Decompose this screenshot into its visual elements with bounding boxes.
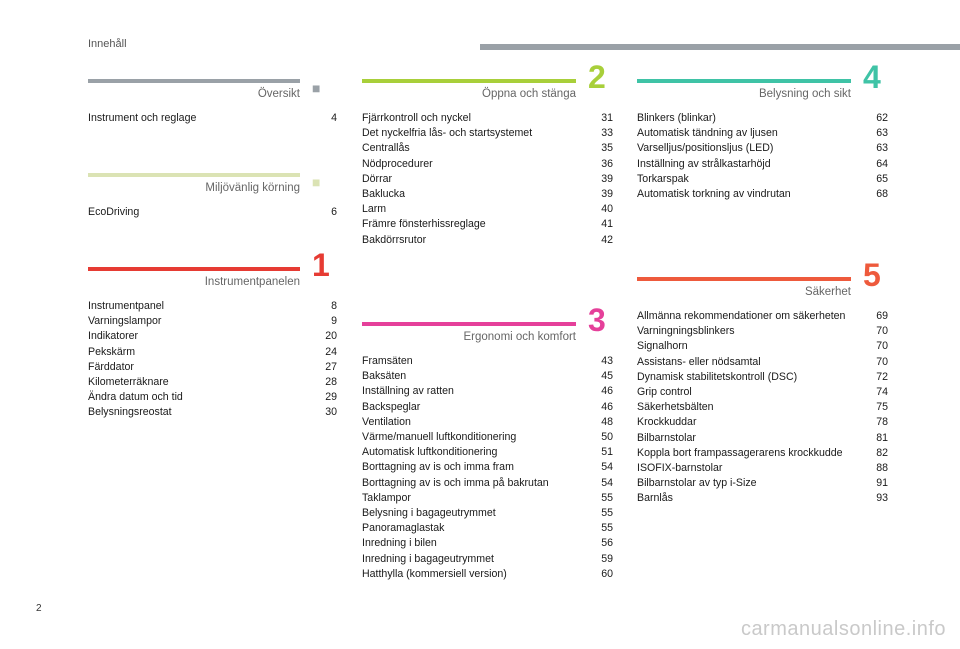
toc-entry[interactable] bbox=[88, 345, 337, 360]
toc-entry-page: 33 bbox=[601, 127, 613, 140]
toc-entry-page: 56 bbox=[601, 537, 613, 550]
toc-entry-page: 78 bbox=[876, 416, 888, 429]
toc-entry-page: 74 bbox=[876, 386, 888, 399]
toc-entry[interactable] bbox=[362, 141, 613, 156]
toc-entry-label: Borttagning av is och imma på bakrutan bbox=[362, 476, 549, 489]
toc-entry-page: 69 bbox=[876, 310, 888, 322]
toc-entry-label: Säkerhetsbälten bbox=[637, 401, 714, 414]
toc-entry[interactable] bbox=[637, 339, 888, 354]
toc-entry-label: Kilometerräknare bbox=[88, 376, 169, 389]
toc-entry-page: 39 bbox=[601, 188, 613, 201]
toc-entry[interactable] bbox=[362, 384, 613, 399]
toc-entry[interactable] bbox=[637, 446, 888, 461]
section-marker: 3 bbox=[588, 302, 606, 338]
section-marker: 5 bbox=[863, 257, 881, 293]
toc-entry[interactable] bbox=[362, 476, 613, 491]
toc-entry[interactable] bbox=[362, 172, 613, 187]
section-belysning bbox=[637, 59, 888, 202]
toc-entry-page: 45 bbox=[601, 370, 613, 383]
toc-entry-page: 43 bbox=[601, 355, 613, 367]
toc-list bbox=[88, 299, 337, 421]
toc-entry-label: Allmänna rekommendationer om säkerheten bbox=[637, 310, 846, 322]
toc-entry-label: Belysningsreostat bbox=[88, 406, 172, 419]
toc-entry-page: 55 bbox=[601, 491, 613, 504]
toc-entry-label: Signalhorn bbox=[637, 340, 688, 353]
toc-entry[interactable] bbox=[362, 491, 613, 506]
toc-entry-label: Automatisk torkning av vindrutan bbox=[637, 188, 791, 201]
toc-entry-label: Barnlås bbox=[637, 492, 673, 505]
toc-entry-page: 72 bbox=[876, 370, 888, 383]
toc-entry-page: 60 bbox=[601, 567, 613, 580]
toc-entry-label: Fjärrkontroll och nyckel bbox=[362, 112, 471, 124]
toc-entry-label: Grip control bbox=[637, 386, 692, 399]
section-instrumentpanelen bbox=[88, 247, 337, 421]
toc-entry-page: 55 bbox=[601, 507, 613, 520]
toc-entry-page: 70 bbox=[876, 325, 888, 338]
toc-entry-label: Värme/manuell luftkonditionering bbox=[362, 431, 517, 444]
toc-entry[interactable] bbox=[362, 567, 613, 582]
section-marker: 1 bbox=[312, 247, 330, 283]
page-number: 2 bbox=[36, 603, 42, 614]
toc-entry-label: Inställning av strålkastarhöjd bbox=[637, 157, 771, 170]
toc-entry[interactable] bbox=[362, 111, 613, 126]
toc-entry-label: Automatisk luftkonditionering bbox=[362, 446, 498, 459]
toc-entry-label: Det nyckelfria lås- och startsystemet bbox=[362, 127, 533, 140]
toc-entry-page: 46 bbox=[601, 400, 613, 413]
toc-entry-page: 42 bbox=[601, 233, 613, 246]
toc-entry-label: Varningningsblinkers bbox=[637, 325, 735, 338]
toc-entry-label: Bilbarnstolar bbox=[637, 431, 696, 444]
toc-entry[interactable] bbox=[362, 369, 613, 384]
toc-entry-page: 55 bbox=[601, 522, 613, 535]
toc-entry[interactable] bbox=[637, 187, 888, 202]
toc-entry[interactable] bbox=[362, 354, 613, 369]
toc-entry-page: 62 bbox=[876, 112, 888, 124]
toc-entry-label: Varningslampor bbox=[88, 315, 162, 328]
toc-entry-page: 36 bbox=[601, 157, 613, 170]
toc-entry-page: 8 bbox=[331, 300, 337, 312]
toc-entry-label: Hatthylla (kommersiell version) bbox=[362, 567, 507, 580]
section-ergonomi bbox=[362, 302, 613, 582]
toc-entry-page: 20 bbox=[325, 330, 337, 343]
toc-entry[interactable] bbox=[88, 405, 337, 420]
toc-entry-label: Centrallås bbox=[362, 142, 410, 155]
toc-entry-label: Färddator bbox=[88, 360, 134, 373]
toc-entry[interactable] bbox=[88, 205, 337, 220]
toc-entry[interactable] bbox=[362, 521, 613, 536]
toc-entry-page: 29 bbox=[325, 391, 337, 404]
toc-entry[interactable] bbox=[637, 309, 888, 324]
toc-entry[interactable] bbox=[362, 400, 613, 415]
toc-entry-label: Blinkers (blinkar) bbox=[637, 112, 716, 124]
toc-entry-page: 39 bbox=[601, 172, 613, 185]
toc-entry-label: Framsäten bbox=[362, 355, 413, 367]
toc-entry-page: 41 bbox=[601, 218, 613, 231]
toc-entry[interactable] bbox=[637, 400, 888, 415]
toc-entry-page: 30 bbox=[325, 406, 337, 419]
toc-entry[interactable] bbox=[88, 329, 337, 344]
toc-entry-page: 63 bbox=[876, 142, 888, 155]
toc-entry-label: Koppla bort frampassagerarens krockkudde bbox=[637, 446, 843, 459]
toc-entry[interactable] bbox=[637, 491, 888, 506]
toc-entry-page: 54 bbox=[601, 461, 613, 474]
toc-entry-page: 75 bbox=[876, 401, 888, 414]
toc-entry[interactable] bbox=[362, 460, 613, 475]
toc-entry[interactable] bbox=[637, 370, 888, 385]
section-marker: 2 bbox=[588, 59, 606, 95]
toc-entry[interactable] bbox=[637, 415, 888, 430]
toc-entry-label: Pekskärm bbox=[88, 345, 136, 358]
toc-entry-page: 35 bbox=[601, 142, 613, 155]
toc-entry[interactable] bbox=[637, 157, 888, 172]
toc-entry-label: Instrumentpanel bbox=[88, 300, 164, 312]
toc-entry-label: Automatisk tändning av ljusen bbox=[637, 127, 778, 140]
toc-entry-page: 40 bbox=[601, 203, 613, 216]
toc-entry-label: Belysning i bagageutrymmet bbox=[362, 507, 496, 520]
toc-entry-page: 70 bbox=[876, 355, 888, 368]
section-title: Instrumentpanelen bbox=[204, 276, 300, 288]
toc-entry-page: 81 bbox=[876, 431, 888, 444]
toc-entry[interactable] bbox=[362, 202, 613, 217]
toc-entry-label: Dörrar bbox=[362, 172, 393, 185]
watermark: carmanualsonline.info bbox=[740, 618, 946, 640]
section-title: Miljövänlig körning bbox=[205, 182, 300, 194]
toc-list bbox=[637, 111, 888, 202]
toc-entry-label: Inredning i bagageutrymmet bbox=[362, 552, 494, 565]
toc-entry-page: 48 bbox=[601, 415, 613, 428]
toc-entry[interactable] bbox=[362, 552, 613, 567]
toc-entry[interactable] bbox=[637, 324, 888, 339]
toc-entry-page: 70 bbox=[876, 340, 888, 353]
toc-entry-label: Bilbarnstolar av typ i-Size bbox=[637, 477, 757, 490]
toc-entry[interactable] bbox=[88, 360, 337, 375]
toc-entry-label: Ventilation bbox=[362, 415, 411, 428]
toc-entry-page: 88 bbox=[876, 462, 888, 475]
toc-entry-page: 6 bbox=[331, 206, 337, 218]
toc-entry[interactable] bbox=[637, 431, 888, 446]
toc-entry-label: Varselljus/positionsljus (LED) bbox=[637, 142, 774, 155]
toc-entry-label: Panoramaglastak bbox=[362, 522, 445, 535]
toc-entry-label: Indikatorer bbox=[88, 330, 139, 343]
toc-entry-page: 31 bbox=[601, 112, 613, 124]
toc-entry[interactable] bbox=[637, 172, 888, 187]
toc-list bbox=[637, 309, 888, 507]
section-title: Säkerhet bbox=[804, 286, 851, 298]
toc-entry[interactable] bbox=[88, 111, 337, 126]
toc-entry-label: Ändra datum och tid bbox=[88, 391, 183, 404]
toc-entry-page: 24 bbox=[325, 345, 337, 358]
toc-entry[interactable] bbox=[362, 445, 613, 460]
toc-entry[interactable] bbox=[637, 111, 888, 126]
toc-entry[interactable] bbox=[362, 430, 613, 445]
toc-entry[interactable] bbox=[637, 385, 888, 400]
toc-entry-label: EcoDriving bbox=[88, 206, 140, 218]
section-title: Översikt bbox=[257, 88, 300, 100]
toc-entry[interactable] bbox=[362, 506, 613, 521]
toc-entry[interactable] bbox=[362, 415, 613, 430]
toc-entry[interactable] bbox=[362, 536, 613, 551]
toc-entry-label: Assistans- eller nödsamtal bbox=[637, 355, 761, 368]
toc-entry[interactable] bbox=[362, 233, 613, 248]
toc-entry-label: Larm bbox=[362, 203, 387, 216]
section-sakerhet bbox=[637, 257, 888, 507]
toc-entry[interactable] bbox=[88, 314, 337, 329]
section-marker: ■ bbox=[312, 174, 321, 190]
toc-entry-page: 91 bbox=[876, 477, 888, 490]
toc-entry[interactable] bbox=[637, 355, 888, 370]
toc-entry-label: Instrument och reglage bbox=[88, 112, 197, 124]
section-marker: 4 bbox=[863, 59, 881, 95]
section-oversikt bbox=[88, 79, 337, 126]
toc-entry-page: 63 bbox=[876, 127, 888, 140]
toc-entry[interactable] bbox=[637, 126, 888, 141]
toc-entry[interactable] bbox=[362, 187, 613, 202]
toc-entry-page: 27 bbox=[325, 360, 337, 373]
header-bar bbox=[480, 44, 960, 50]
toc-list bbox=[88, 111, 337, 126]
toc-entry-page: 51 bbox=[601, 446, 613, 459]
toc-entry[interactable] bbox=[637, 141, 888, 156]
toc-entry-page: 93 bbox=[876, 492, 888, 505]
toc-entry-page: 65 bbox=[876, 172, 888, 185]
section-miljo bbox=[88, 173, 337, 220]
toc-entry-label: Krockkuddar bbox=[637, 416, 697, 429]
toc-entry-label: Bakdörrsrutor bbox=[362, 233, 427, 246]
toc-entry-label: Dynamisk stabilitetskontroll (DSC) bbox=[637, 370, 798, 383]
toc-entry[interactable] bbox=[88, 375, 337, 390]
toc-list bbox=[362, 354, 613, 582]
section-title: Belysning och sikt bbox=[758, 88, 851, 100]
toc-entry-page: 68 bbox=[876, 188, 888, 201]
toc-entry-label: Främre fönsterhissreglage bbox=[362, 218, 486, 231]
toc-entry-label: Inredning i bilen bbox=[362, 537, 437, 550]
toc-entry-page: 46 bbox=[601, 385, 613, 398]
toc-entry-page: 28 bbox=[325, 376, 337, 389]
toc-entry[interactable] bbox=[362, 126, 613, 141]
toc-entry-page: 54 bbox=[601, 476, 613, 489]
header-label: Innehåll bbox=[88, 38, 127, 50]
toc-entry[interactable] bbox=[362, 157, 613, 172]
toc-entry[interactable] bbox=[637, 476, 888, 491]
section-title: Ergonomi och komfort bbox=[463, 331, 576, 343]
toc-entry-label: Torkarspak bbox=[637, 172, 689, 185]
section-title: Öppna och stänga bbox=[482, 88, 576, 100]
toc-entry[interactable] bbox=[88, 390, 337, 405]
toc-entry[interactable] bbox=[362, 217, 613, 232]
toc-list bbox=[88, 205, 337, 220]
toc-entry-label: Nödprocedurer bbox=[362, 157, 433, 170]
toc-entry-label: ISOFIX-barnstolar bbox=[637, 462, 723, 475]
toc-entry-label: Baklucka bbox=[362, 188, 405, 201]
toc-entry-label: Taklampor bbox=[362, 491, 411, 504]
toc-entry-label: Backspeglar bbox=[362, 400, 421, 413]
section-oppna bbox=[362, 59, 613, 248]
toc-entry-page: 50 bbox=[601, 431, 613, 444]
toc-entry-label: Baksäten bbox=[362, 370, 407, 383]
toc-entry-label: Borttagning av is och imma fram bbox=[362, 461, 514, 474]
toc-entry[interactable] bbox=[88, 299, 337, 314]
toc-entry-page: 9 bbox=[331, 315, 337, 328]
toc-entry-page: 59 bbox=[601, 552, 613, 565]
toc-entry[interactable] bbox=[637, 461, 888, 476]
toc-entry-page: 4 bbox=[331, 112, 337, 124]
toc-entry-page: 64 bbox=[876, 157, 888, 170]
toc-entry-page: 82 bbox=[876, 446, 888, 459]
toc-entry-label: Inställning av ratten bbox=[362, 385, 454, 398]
section-marker: ■ bbox=[312, 80, 321, 96]
toc-list bbox=[362, 111, 613, 248]
